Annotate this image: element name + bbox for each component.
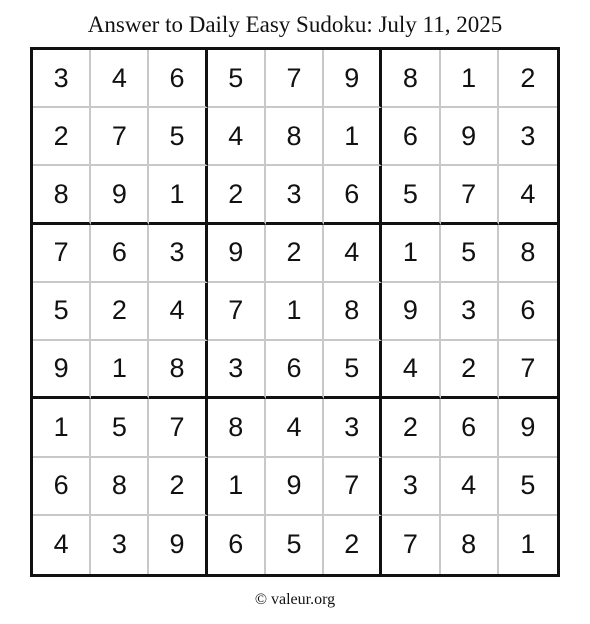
sudoku-cell: 5 bbox=[149, 108, 207, 166]
sudoku-cell: 1 bbox=[441, 50, 499, 108]
sudoku-cell: 3 bbox=[266, 166, 324, 224]
sudoku-cell: 6 bbox=[149, 50, 207, 108]
sudoku-cell: 3 bbox=[33, 50, 91, 108]
sudoku-cell: 9 bbox=[441, 108, 499, 166]
sudoku-cell: 1 bbox=[149, 166, 207, 224]
sudoku-cell: 6 bbox=[441, 399, 499, 457]
sudoku-cell: 6 bbox=[499, 283, 557, 341]
sudoku-cell: 4 bbox=[266, 399, 324, 457]
sudoku-cell: 8 bbox=[266, 108, 324, 166]
sudoku-cell: 3 bbox=[208, 341, 266, 399]
sudoku-cell: 2 bbox=[91, 283, 149, 341]
sudoku-cell: 6 bbox=[324, 166, 382, 224]
sudoku-cell: 7 bbox=[91, 108, 149, 166]
sudoku-cell: 6 bbox=[382, 108, 440, 166]
sudoku-cell: 4 bbox=[149, 283, 207, 341]
sudoku-cell: 2 bbox=[499, 50, 557, 108]
copyright-footer: © valeur.org bbox=[254, 591, 336, 608]
sudoku-cell: 8 bbox=[441, 516, 499, 574]
sudoku-cell: 1 bbox=[33, 399, 91, 457]
sudoku-cell: 5 bbox=[208, 50, 266, 108]
sudoku-cell: 2 bbox=[441, 341, 499, 399]
sudoku-cell: 8 bbox=[499, 225, 557, 283]
sudoku-cell: 3 bbox=[149, 225, 207, 283]
sudoku-cell: 9 bbox=[382, 283, 440, 341]
sudoku-cell: 5 bbox=[382, 166, 440, 224]
sudoku-cell: 8 bbox=[324, 283, 382, 341]
sudoku-cell: 7 bbox=[266, 50, 324, 108]
page-title: Answer to Daily Easy Sudoku: July 11, 2025 bbox=[87, 12, 503, 37]
sudoku-cell: 6 bbox=[33, 458, 91, 516]
sudoku-cell: 5 bbox=[499, 458, 557, 516]
sudoku-cell: 1 bbox=[208, 458, 266, 516]
sudoku-cell: 9 bbox=[266, 458, 324, 516]
sudoku-cell: 5 bbox=[324, 341, 382, 399]
sudoku-cell: 2 bbox=[149, 458, 207, 516]
sudoku-cell: 6 bbox=[266, 341, 324, 399]
sudoku-cell: 5 bbox=[266, 516, 324, 574]
sudoku-cell: 4 bbox=[324, 225, 382, 283]
sudoku-cell: 2 bbox=[208, 166, 266, 224]
sudoku-cell: 8 bbox=[149, 341, 207, 399]
sudoku-cell: 3 bbox=[324, 399, 382, 457]
sudoku-cell: 5 bbox=[441, 225, 499, 283]
sudoku-cell: 1 bbox=[324, 108, 382, 166]
sudoku-cell: 1 bbox=[266, 283, 324, 341]
sudoku-cell: 2 bbox=[324, 516, 382, 574]
sudoku-cell: 9 bbox=[91, 166, 149, 224]
sudoku-cell: 7 bbox=[208, 283, 266, 341]
sudoku-cell: 3 bbox=[382, 458, 440, 516]
sudoku-cell: 5 bbox=[91, 399, 149, 457]
sudoku-cell: 1 bbox=[91, 341, 149, 399]
sudoku-cell: 6 bbox=[91, 225, 149, 283]
sudoku-cell: 3 bbox=[441, 283, 499, 341]
sudoku-cell: 8 bbox=[33, 166, 91, 224]
sudoku-cell: 1 bbox=[520, 529, 536, 560]
sudoku-cell: 7 bbox=[441, 166, 499, 224]
sudoku-cell: 7 bbox=[324, 458, 382, 516]
sudoku-cell: 9 bbox=[324, 50, 382, 108]
sudoku-cell: 4 bbox=[33, 516, 91, 574]
sudoku-cell: 4 bbox=[91, 50, 149, 108]
sudoku-cell: 7 bbox=[499, 341, 557, 399]
sudoku-cell: 1 bbox=[382, 225, 440, 283]
sudoku-cell: 2 bbox=[266, 225, 324, 283]
sudoku-cell: 9 bbox=[208, 225, 266, 283]
sudoku-board bbox=[30, 47, 560, 577]
sudoku-cell: 7 bbox=[33, 225, 91, 283]
sudoku-cell: 8 bbox=[382, 50, 440, 108]
sudoku-cell: 2 bbox=[382, 399, 440, 457]
sudoku-cell: 3 bbox=[91, 516, 149, 574]
sudoku-cell: 5 bbox=[33, 283, 91, 341]
sudoku-cell: 6 bbox=[208, 516, 266, 574]
sudoku-cell: 4 bbox=[208, 108, 266, 166]
sudoku-cell: 2 bbox=[33, 108, 91, 166]
sudoku-cell: 7 bbox=[382, 516, 440, 574]
sudoku-cell: 9 bbox=[499, 399, 557, 457]
sudoku-cell: 7 bbox=[149, 399, 207, 457]
sudoku-cell: 4 bbox=[499, 166, 557, 224]
sudoku-cell: 3 bbox=[499, 108, 557, 166]
sudoku-cell: 8 bbox=[208, 399, 266, 457]
sudoku-cell: 9 bbox=[33, 341, 91, 399]
sudoku-cell: 8 bbox=[91, 458, 149, 516]
sudoku-cell: 4 bbox=[382, 341, 440, 399]
sudoku-cell: 9 bbox=[149, 516, 207, 574]
sudoku-cell: 4 bbox=[441, 458, 499, 516]
